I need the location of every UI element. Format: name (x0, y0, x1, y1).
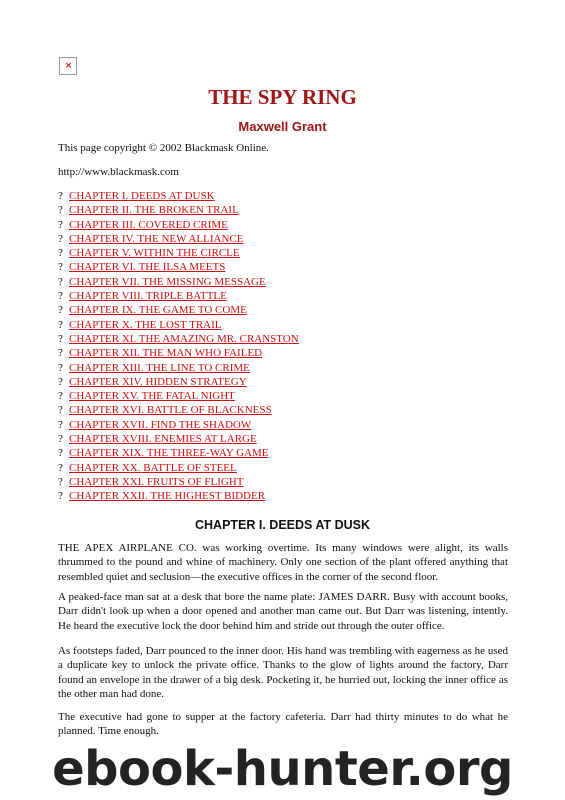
toc-chapter-link[interactable]: CHAPTER XIV. HIDDEN STRATEGY (69, 375, 247, 388)
toc-bullet: ? (58, 375, 63, 388)
toc-chapter-link[interactable]: CHAPTER VI. THE ILSA MEETS (69, 261, 226, 274)
toc-bullet: ? (58, 404, 63, 417)
toc-bullet: ? (58, 390, 63, 403)
toc-item (58, 375, 299, 389)
toc-item (58, 389, 299, 403)
toc-item (58, 432, 299, 446)
paragraph-4: The executive had gone to supper at the factory cafeteria. Darr had thirty minutes to do what he planned. Time enough. (58, 711, 508, 738)
toc-bullet: ? (58, 261, 63, 274)
toc-chapter-link[interactable]: CHAPTER XV. THE FATAL NIGHT (69, 390, 235, 403)
paragraph-1: THE APEX AIRPLANE CO. was working overtime. Its many windows were alight, its walls thrummed to the pound and whine of machinery. Only one section of the plant offered anything that resembled quiet and seclusion—the executive offices in the corner of the second floor. (58, 542, 508, 583)
broken-image-x-icon: × (64, 61, 73, 71)
toc-chapter-link[interactable]: CHAPTER XXII. THE HIGHEST BIDDER (69, 490, 266, 503)
toc-chapter-link[interactable]: CHAPTER VII. THE MISSING MESSAGE (69, 275, 266, 288)
toc-chapter-link[interactable]: CHAPTER XVIII. ENEMIES AT LARGE (69, 433, 257, 446)
toc-bullet: ? (58, 247, 63, 260)
toc-bullet: ? (58, 290, 63, 303)
toc-item (58, 246, 299, 260)
toc-item (58, 489, 299, 503)
toc-chapter-link[interactable]: CHAPTER XVII. FIND THE SHADOW (69, 418, 252, 431)
toc-item (58, 189, 299, 203)
toc-chapter-link[interactable]: CHAPTER IV. THE NEW ALLIANCE (69, 232, 244, 245)
watermark: ebook-hunter.org (52, 741, 513, 797)
toc-bullet: ? (58, 190, 63, 202)
toc-item (58, 332, 299, 346)
paragraph-2: A peaked-face man sat at a desk that bore the name plate: JAMES DARR. Busy with account books, Darr didn't look up when a door opened and another man came out. But Darr was listening, intently. He heard the executive lock the door behind him and stride out through the outer office. (58, 591, 508, 632)
book-author: Maxwell Grant (238, 119, 327, 134)
toc-bullet: ? (58, 361, 63, 374)
toc-item (58, 418, 299, 432)
toc-bullet: ? (58, 475, 63, 488)
toc-chapter-link[interactable]: CHAPTER XIII. THE LINE TO CRIME (69, 361, 250, 374)
toc-bullet: ? (58, 332, 63, 345)
toc-item (58, 203, 299, 217)
toc-chapter-link[interactable]: CHAPTER XI. THE AMAZING MR. CRANSTON (69, 332, 299, 345)
book-title: THE SPY RING (208, 85, 357, 109)
toc-chapter-link[interactable]: CHAPTER XIX. THE THREE-WAY GAME (69, 447, 269, 460)
toc-item (58, 461, 299, 475)
toc-chapter-link[interactable]: CHAPTER III. COVERED CRIME (69, 218, 228, 231)
toc-bullet: ? (58, 490, 63, 503)
toc-chapter-link[interactable]: CHAPTER XXI. FRUITS OF FLIGHT (69, 475, 244, 488)
toc-bullet: ? (58, 204, 63, 217)
toc-bullet: ? (58, 418, 63, 431)
toc-item (58, 232, 299, 246)
chapter-heading: CHAPTER I. DEEDS AT DUSK (194, 518, 370, 532)
toc-item (58, 318, 299, 332)
toc-chapter-link[interactable]: CHAPTER XVI. BATTLE OF BLACKNESS (69, 404, 272, 417)
toc-bullet: ? (58, 218, 63, 231)
website-url: http://www.blackmask.com (58, 166, 179, 178)
toc-item (58, 446, 299, 460)
toc-chapter-link[interactable]: CHAPTER XX. BATTLE OF STEEL (69, 461, 237, 474)
toc-chapter-link[interactable]: CHAPTER II. THE BROKEN TRAIL (69, 204, 239, 217)
toc-item (58, 361, 299, 375)
toc-bullet: ? (58, 275, 63, 288)
toc-chapter-link[interactable]: CHAPTER IX. THE GAME TO COME (69, 304, 247, 317)
broken-image-icon (59, 57, 77, 75)
toc-chapter-link[interactable]: CHAPTER I. DEEDS AT DUSK (69, 190, 215, 202)
toc-chapter-link[interactable]: CHAPTER VIII. TRIPLE BATTLE (69, 290, 227, 303)
toc-item (58, 275, 299, 289)
toc-bullet: ? (58, 433, 63, 446)
toc-item (58, 403, 299, 417)
toc-chapter-link[interactable]: CHAPTER XII. THE MAN WHO FAILED (69, 347, 263, 360)
toc-item (58, 346, 299, 360)
toc-item (58, 289, 299, 303)
toc-item (58, 475, 299, 489)
toc-item (58, 218, 299, 232)
paragraph-3: As footsteps faded, Darr pounced to the inner door. His hand was trembling with eagerness as he used a duplicate key to unlock the private office. Thanks to the glow of lights around the factory, Darr found an envelope in the drawer of a big desk. Pocketing it, he hurried out, locking the inner office as the other man had done. (58, 645, 508, 700)
toc-bullet: ? (58, 318, 63, 331)
toc-chapter-link[interactable]: CHAPTER V. WITHIN THE CIRCLE (69, 247, 240, 260)
toc-item (58, 260, 299, 274)
toc-bullet: ? (58, 447, 63, 460)
toc-chapter-link[interactable]: CHAPTER X. THE LOST TRAIL (69, 318, 222, 331)
toc-bullet: ? (58, 347, 63, 360)
copyright-notice: This page copyright © 2002 Blackmask Online. (58, 142, 269, 154)
toc-bullet: ? (58, 461, 63, 474)
table-of-contents (58, 189, 299, 504)
toc-bullet: ? (58, 232, 63, 245)
toc-bullet: ? (58, 304, 63, 317)
toc-item (58, 303, 299, 317)
